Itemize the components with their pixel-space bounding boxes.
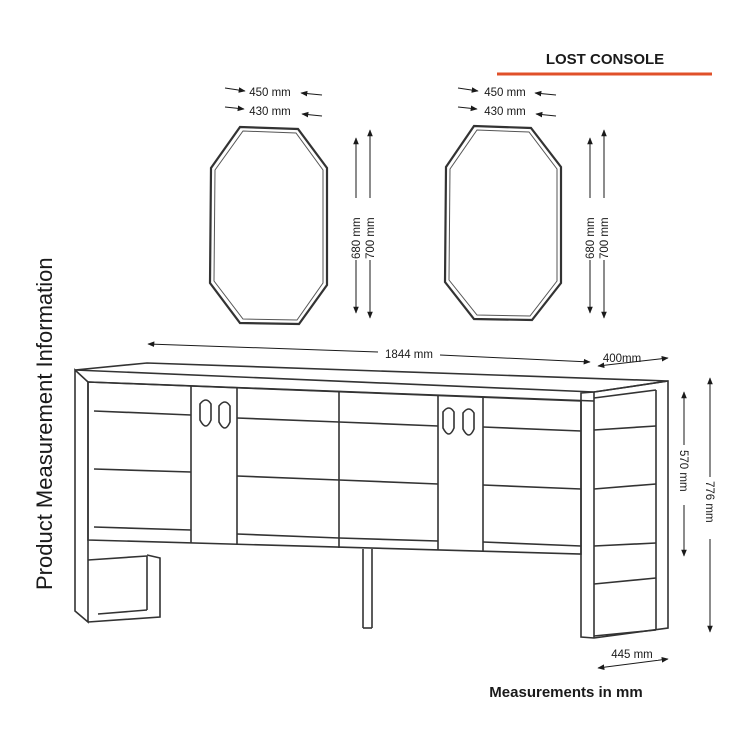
panel-rail <box>339 422 438 426</box>
dim-arrow <box>225 107 244 109</box>
panel-rail <box>237 418 339 422</box>
mirror-left-frame-inner <box>214 131 323 320</box>
dim-arrow <box>302 114 322 116</box>
panel-rail <box>94 527 191 530</box>
console-left-frame-rail <box>88 556 147 560</box>
panel-rail <box>94 469 191 472</box>
panel-rail <box>339 538 438 541</box>
console-left-frame-rail <box>98 610 147 614</box>
mirror-right <box>445 126 561 320</box>
mirror-right-outer-width: 450 mm <box>484 87 526 99</box>
console-right-shelf <box>594 543 656 546</box>
mirror-left-frame-outer <box>210 127 327 324</box>
dim-arrow <box>458 88 478 91</box>
panel-rail <box>237 476 339 480</box>
panel-rail <box>237 534 339 538</box>
mirror-left-inner-width: 430 mm <box>249 106 291 118</box>
mirror-left-inner-height: 680 mm <box>351 217 363 259</box>
mirror-left-outer-height: 700 mm <box>365 217 377 259</box>
panel-rail <box>483 542 581 546</box>
footer-note: Measurements in mm <box>489 684 643 701</box>
console-right-shelf <box>594 484 656 489</box>
console-width: 1844 mm <box>385 349 433 361</box>
panel-rail <box>483 485 581 489</box>
console-depth: 400mm <box>602 353 642 365</box>
console-top <box>75 363 668 392</box>
mirror-right-inner-width: 430 mm <box>484 106 526 118</box>
mirror-right-outer-height: 700 mm <box>599 217 611 259</box>
console-body-front <box>88 382 581 554</box>
mirror-right-inner-height: 680 mm <box>585 217 597 259</box>
console-right-frame-inner <box>594 630 656 636</box>
mirror-right-frame-inner <box>449 130 557 316</box>
console <box>75 363 668 638</box>
console-left-frame <box>75 370 88 622</box>
console-body-height: 570 mm <box>677 450 689 492</box>
console-leg-depth: 445 mm <box>611 649 653 661</box>
mirror-right-frame-outer <box>445 126 561 320</box>
side-heading: Product Measurement Information <box>32 257 57 590</box>
mirror-left <box>210 127 327 324</box>
mirror-left-outer-width: 450 mm <box>249 87 291 99</box>
product-title: LOST CONSOLE <box>545 51 665 68</box>
console-right-shelf <box>594 426 656 430</box>
panel-rail <box>483 427 581 431</box>
dim-arrow <box>458 107 477 109</box>
console-total-height: 776 mm <box>703 481 715 523</box>
dim-arrow <box>301 93 322 95</box>
dim-arrow <box>535 93 556 95</box>
panel-rail <box>94 411 191 415</box>
dim-line <box>148 344 378 352</box>
dim-arrow <box>225 88 245 91</box>
console-right-frame-inner <box>594 578 656 584</box>
dim-arrow <box>536 114 556 116</box>
dim-line <box>440 355 590 362</box>
panel-rail <box>339 480 438 484</box>
